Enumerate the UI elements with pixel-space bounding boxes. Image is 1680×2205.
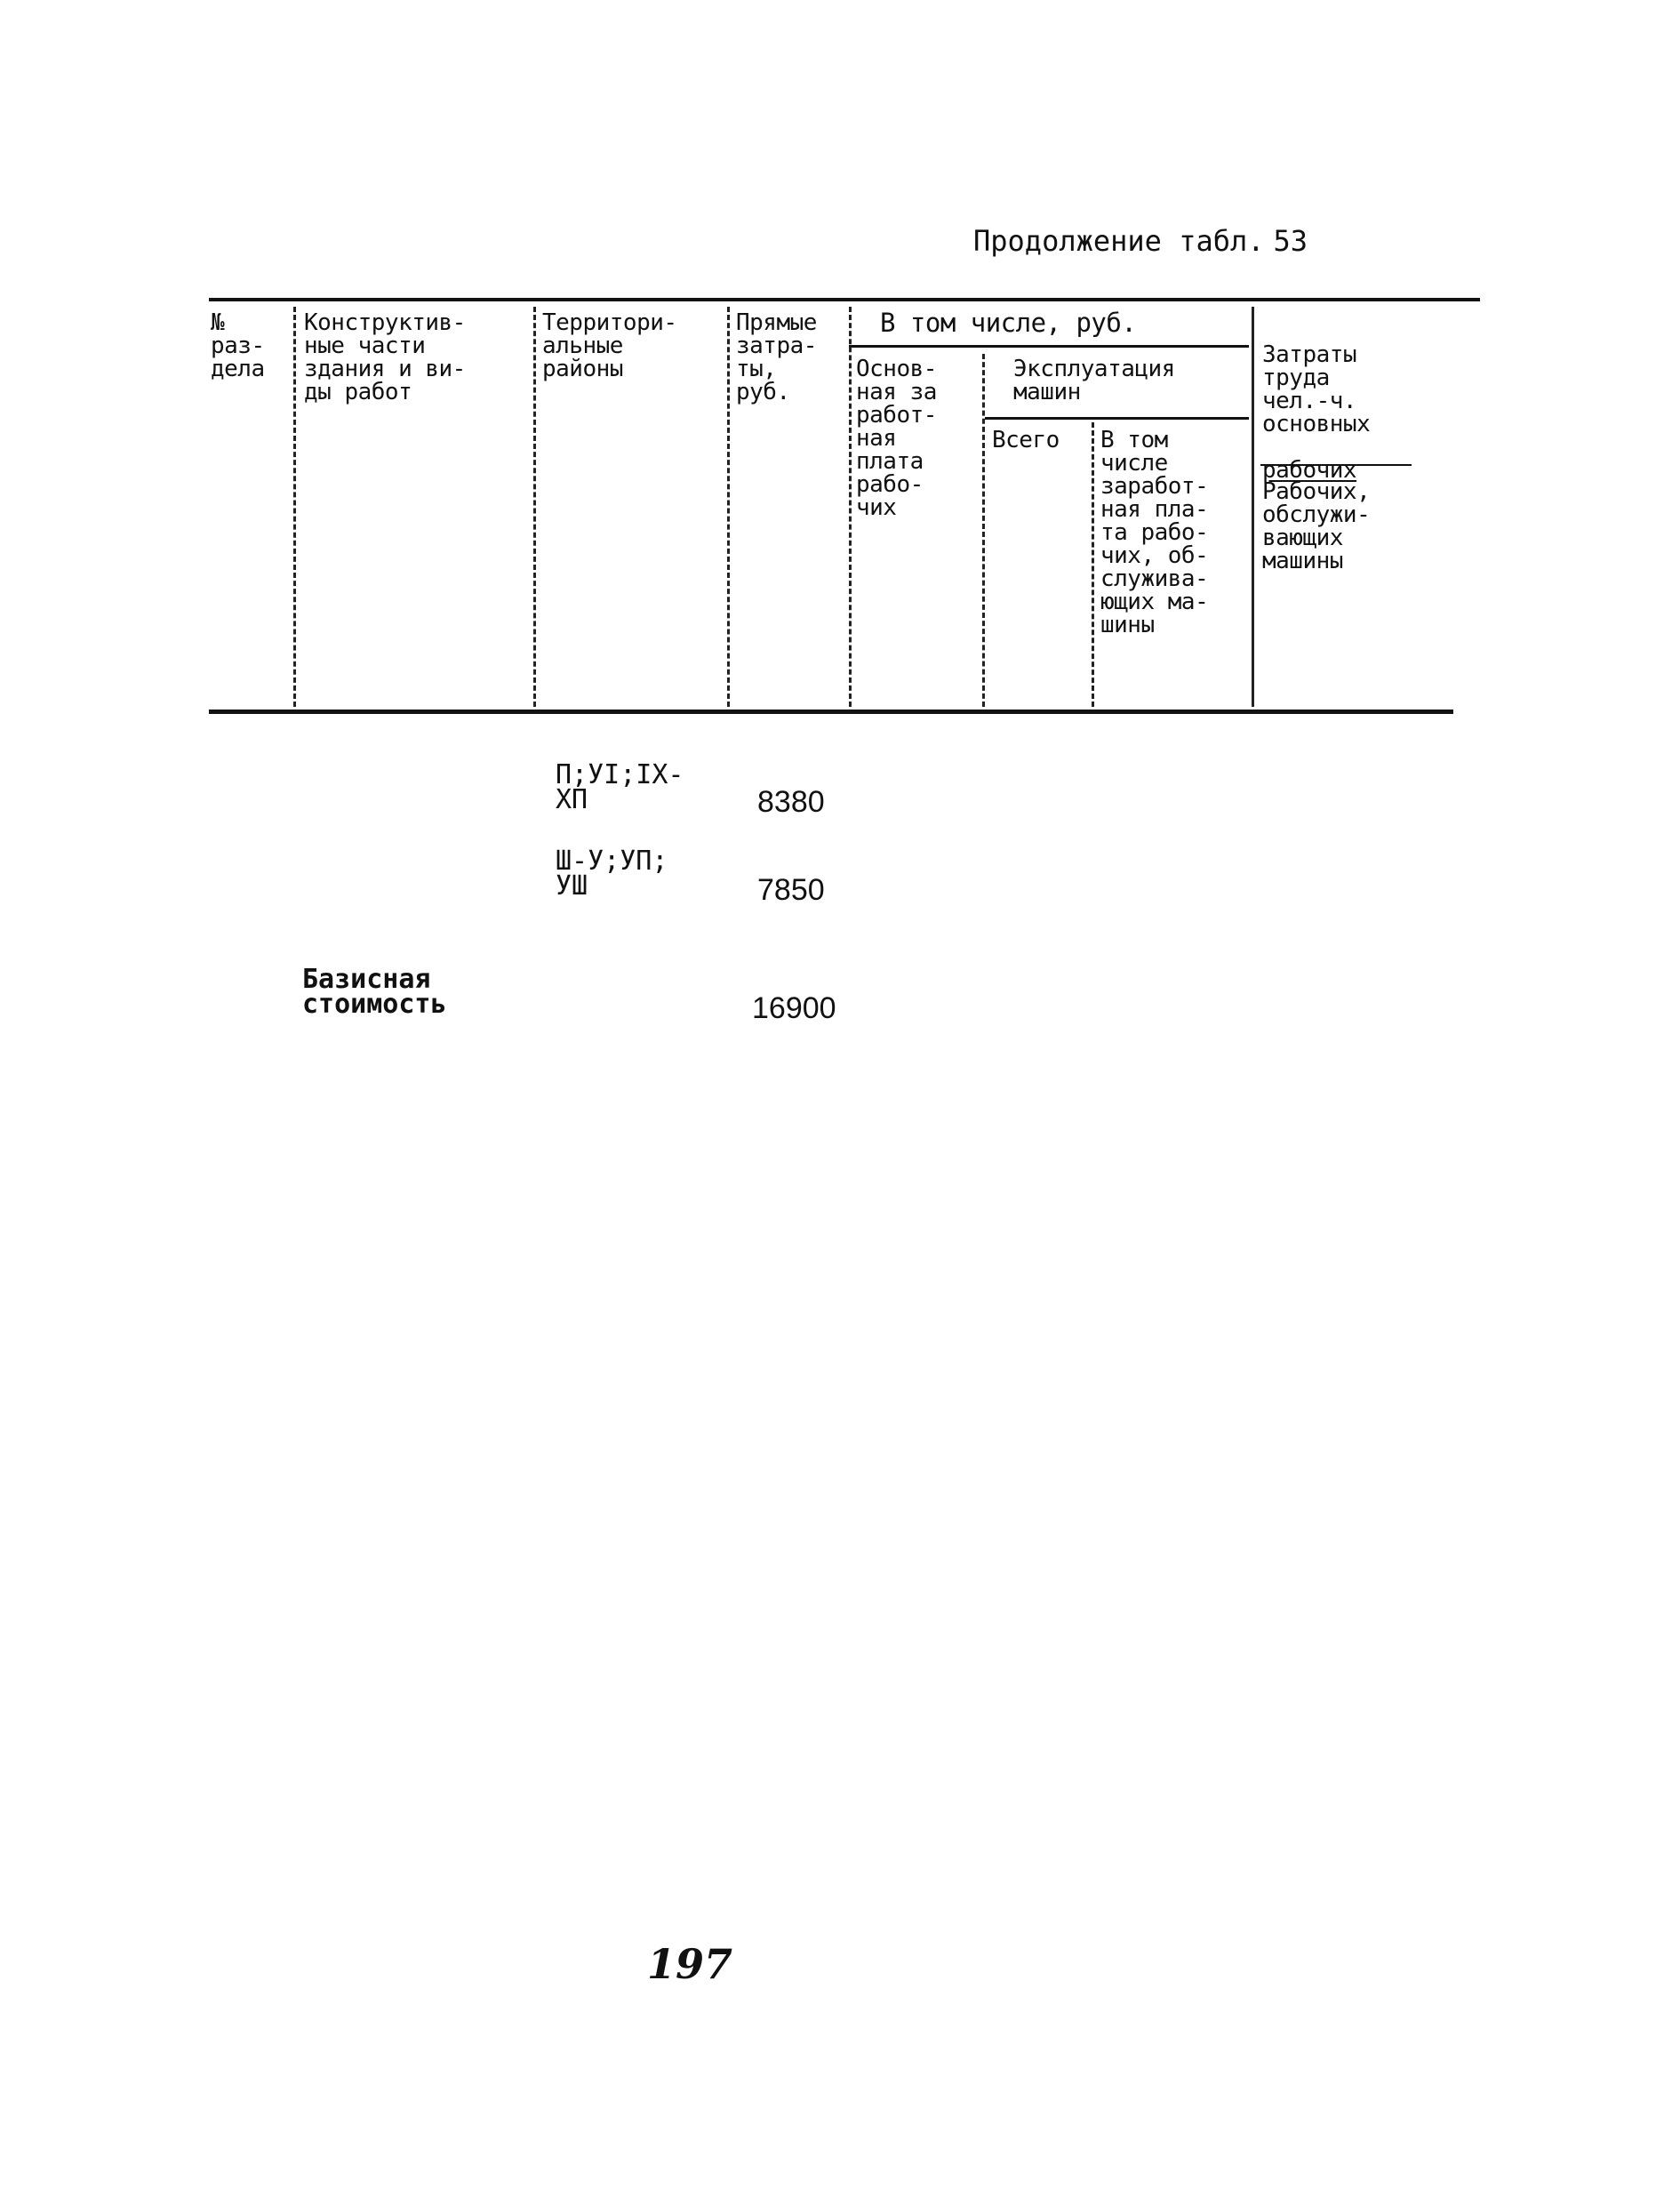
row-2-direct-costs: 7850 [757, 873, 825, 907]
including-rule [849, 345, 1249, 348]
column-divider-7 [1252, 307, 1254, 707]
labor-costs-main: Затраты труда чел.-ч. основных [1262, 341, 1371, 437]
header-section-number: № раз- дела [211, 309, 265, 382]
page-number: 197 [647, 1940, 733, 1988]
header-structural-parts: Конструктив- ные части здания и ви- ды работ [304, 309, 466, 405]
header-machine-operation: Эксплуатация машин [1013, 356, 1175, 405]
header-machine-wages: В том числе заработ- ная пла- та рабо- чих, об- служива- ющих ма- шины [1100, 427, 1209, 638]
header-including: В том числе, руб. [880, 308, 1137, 338]
header-labor-costs [1262, 320, 1370, 482]
caption-text: Продолжение табл. [973, 224, 1265, 258]
labor-costs-underlined: рабочих [1262, 457, 1357, 484]
base-cost-value: 16900 [752, 991, 836, 1025]
base-cost-label: Базисная стоимость [302, 964, 447, 1020]
column-divider-5 [982, 354, 985, 707]
machine-operation-rule [985, 417, 1249, 420]
header-labor-costs-machines: Рабочих, обслужи- вающих машины [1262, 478, 1371, 574]
column-divider-6 [1092, 422, 1094, 707]
row-1-direct-costs: 8380 [757, 785, 825, 819]
header-machine-total: Всего [992, 427, 1060, 453]
table-header-bottom-rule [209, 710, 1453, 714]
column-divider-4 [849, 307, 852, 707]
row-2-region: Ш-У;УП; УШ [556, 846, 668, 902]
caption-table-number: 53 [1273, 224, 1308, 258]
header-territorial-regions: Территори- альные районы [542, 309, 677, 382]
header-direct-costs: Прямые затра- ты, руб. [736, 309, 817, 405]
header-base-wage: Основ- ная за работ- ная плата рабо- чих [856, 356, 937, 521]
table-top-rule [209, 298, 1480, 301]
table-caption [973, 224, 1308, 258]
column-divider-3 [727, 307, 730, 707]
column-divider-2 [533, 307, 536, 707]
column-divider-1 [293, 307, 296, 707]
row-1-region: П;УI;IХ- ХП [556, 759, 684, 815]
